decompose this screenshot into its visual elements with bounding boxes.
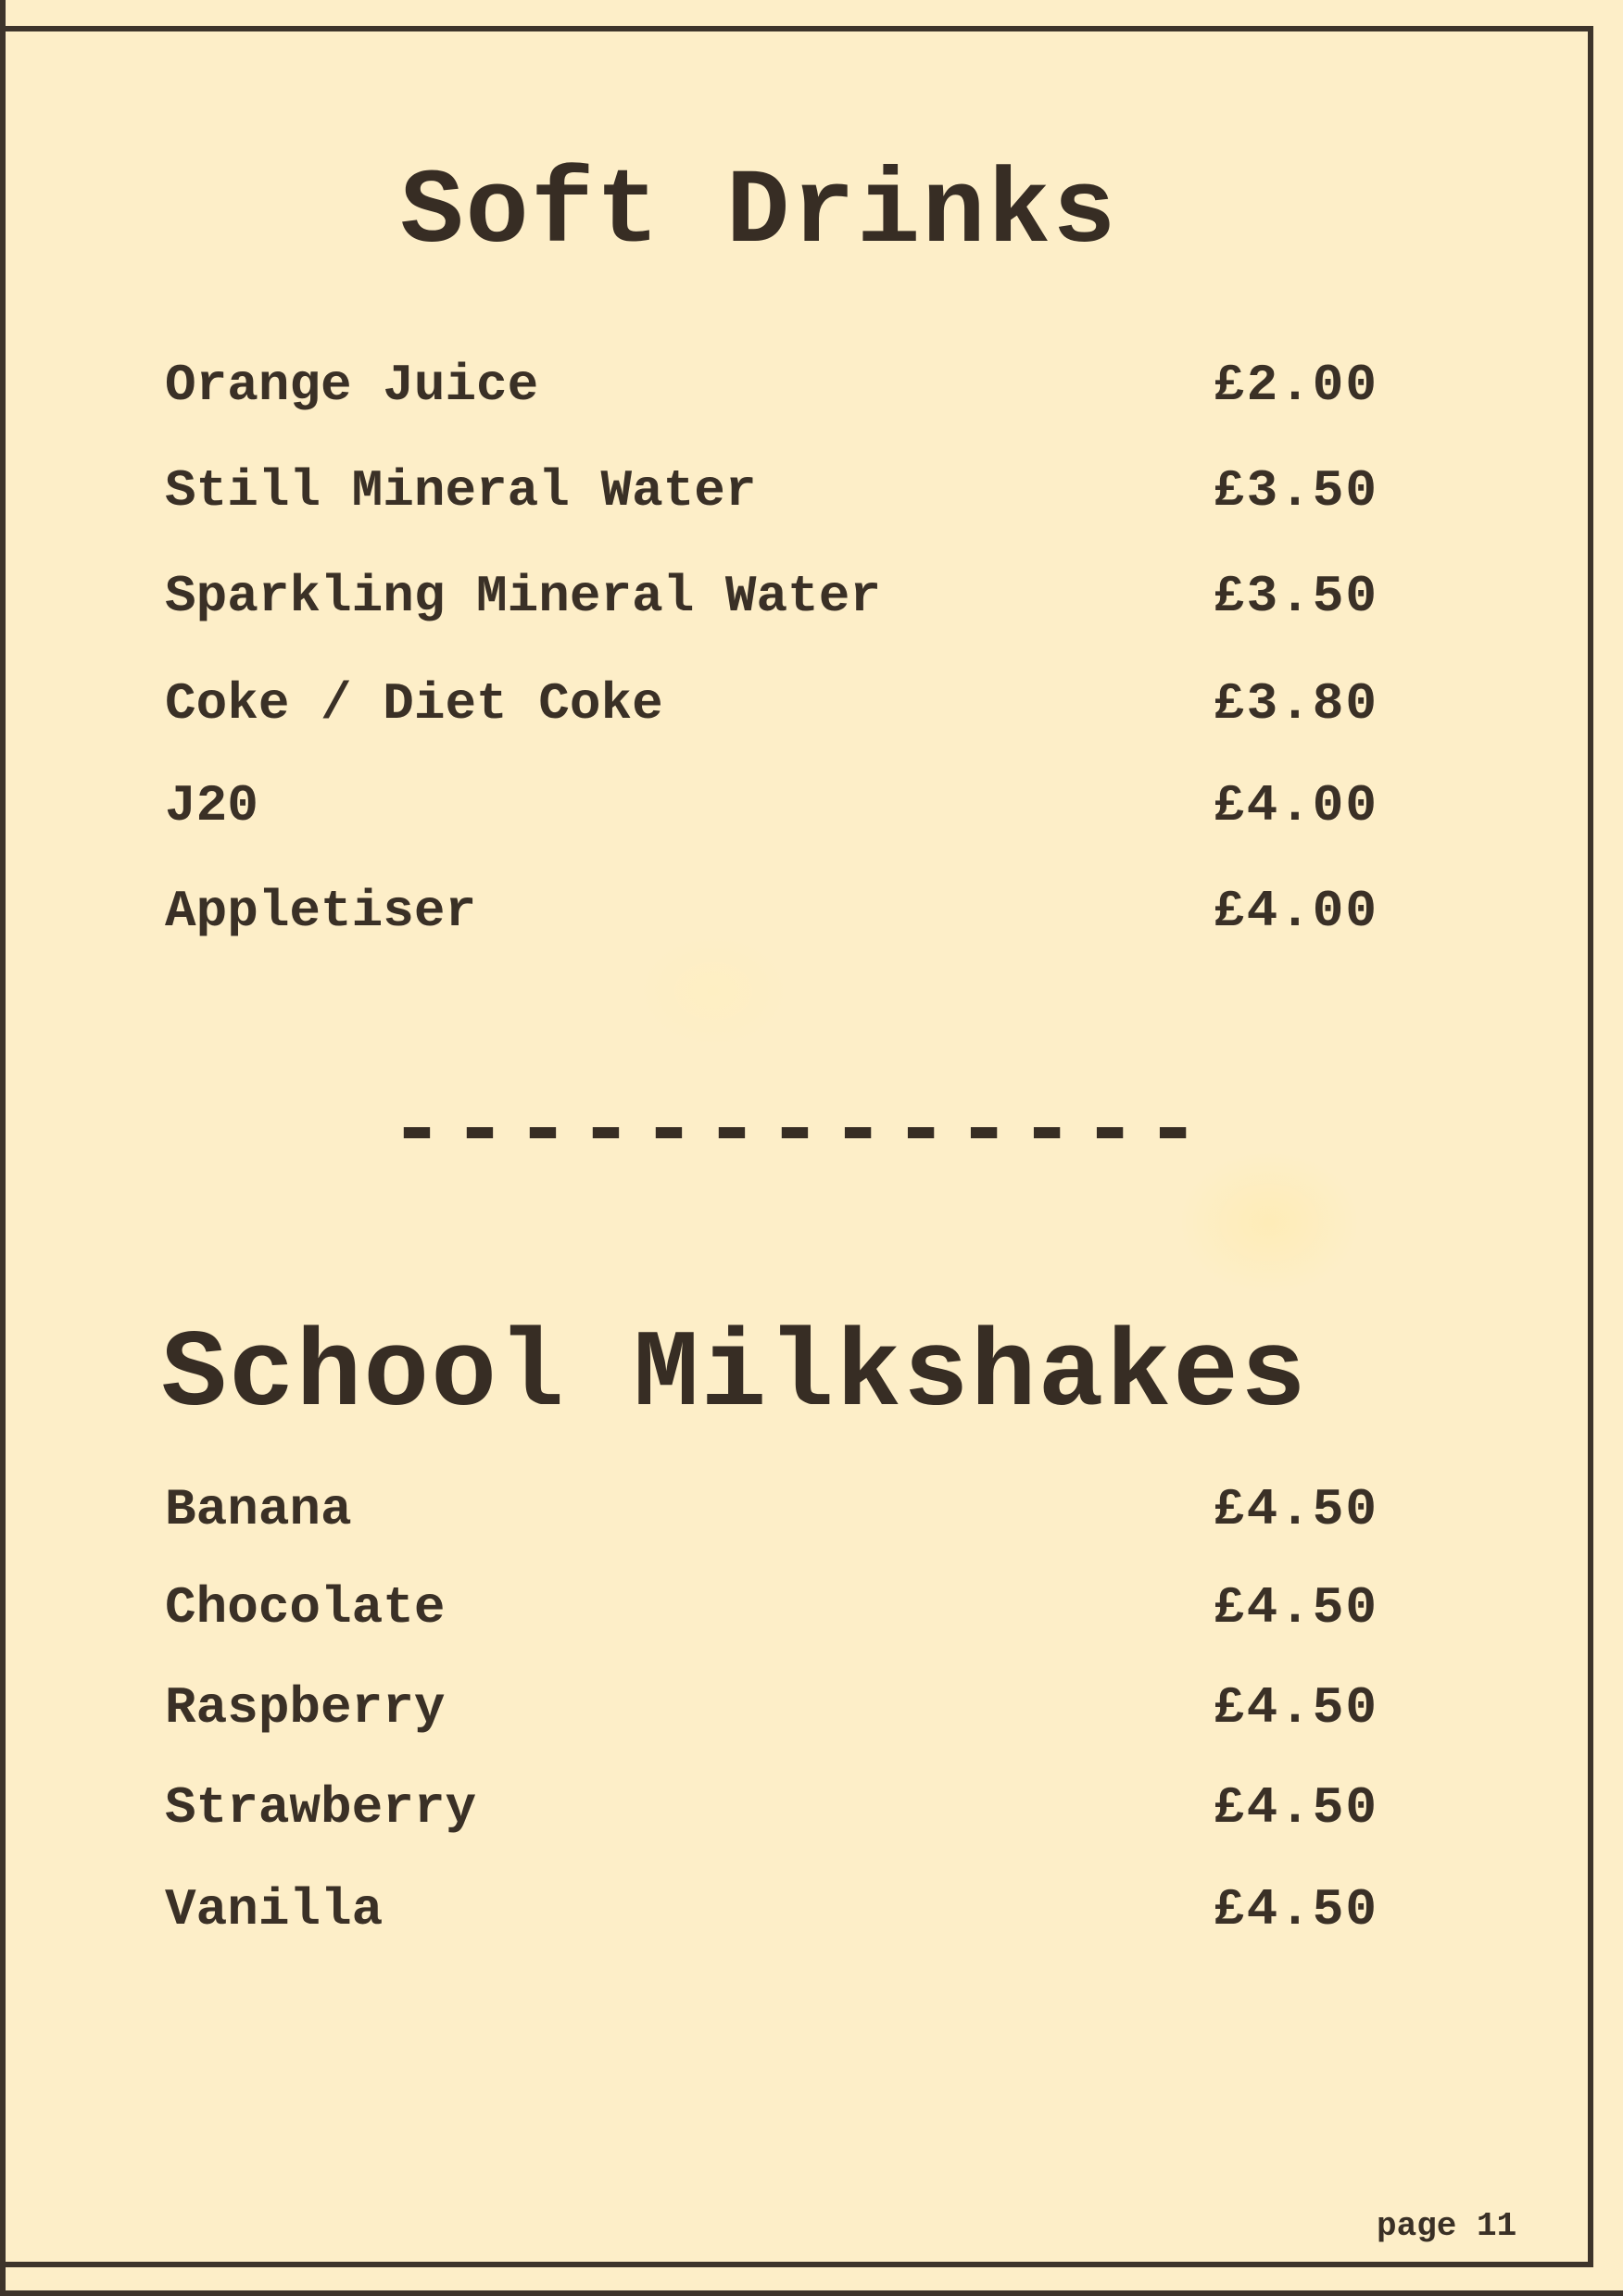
menu-item	[165, 569, 1378, 624]
section-divider: -------------	[389, 1081, 1209, 1186]
menu-item-name: Still Mineral Water	[165, 461, 757, 521]
menu-item-name: Coke / Diet Coke	[165, 674, 663, 734]
menu-item-name: Strawberry	[165, 1778, 477, 1838]
menu-item-name: Vanilla	[165, 1880, 384, 1939]
menu-item-name: Banana	[165, 1480, 352, 1539]
page-number: page 11	[1377, 2207, 1517, 2245]
menu-item-price: £2.00	[1213, 356, 1378, 415]
menu-item-name: Appletiser	[165, 882, 477, 941]
page-border-left-edge	[0, 0, 6, 2296]
menu-item-name: Raspberry	[165, 1678, 446, 1738]
menu-item	[165, 463, 1378, 519]
menu-item-price: £4.50	[1213, 1880, 1378, 1939]
menu-item	[165, 1882, 1378, 1938]
menu-item-price: £4.50	[1213, 1578, 1378, 1637]
menu-item-price: £4.00	[1213, 776, 1378, 835]
menu-item	[165, 358, 1378, 413]
menu-item	[165, 884, 1378, 939]
menu-item-price: £3.80	[1213, 674, 1378, 734]
menu-item-price: £4.50	[1213, 1480, 1378, 1539]
menu-item-name: Orange Juice	[165, 356, 539, 415]
menu-item-name: Sparkling Mineral Water	[165, 567, 881, 626]
menu-item	[165, 1780, 1378, 1836]
soft-drinks-title: Soft Drinks	[400, 154, 1118, 274]
menu-item-name: J20	[165, 776, 258, 835]
menu-item-price: £3.50	[1213, 461, 1378, 521]
menu-item	[165, 676, 1378, 732]
page-border-bottom-edge	[0, 2290, 1623, 2296]
menu-item-price: £3.50	[1213, 567, 1378, 626]
menu-item-price: £4.00	[1213, 882, 1378, 941]
menu-item-price: £4.50	[1213, 1778, 1378, 1838]
menu-item	[165, 1680, 1378, 1736]
milkshakes-title: School Milkshakes	[161, 1314, 1308, 1438]
menu-item	[165, 778, 1378, 834]
menu-item-name: Chocolate	[165, 1578, 446, 1637]
menu-item	[165, 1482, 1378, 1537]
menu-item	[165, 1580, 1378, 1636]
menu-item-price: £4.50	[1213, 1678, 1378, 1738]
